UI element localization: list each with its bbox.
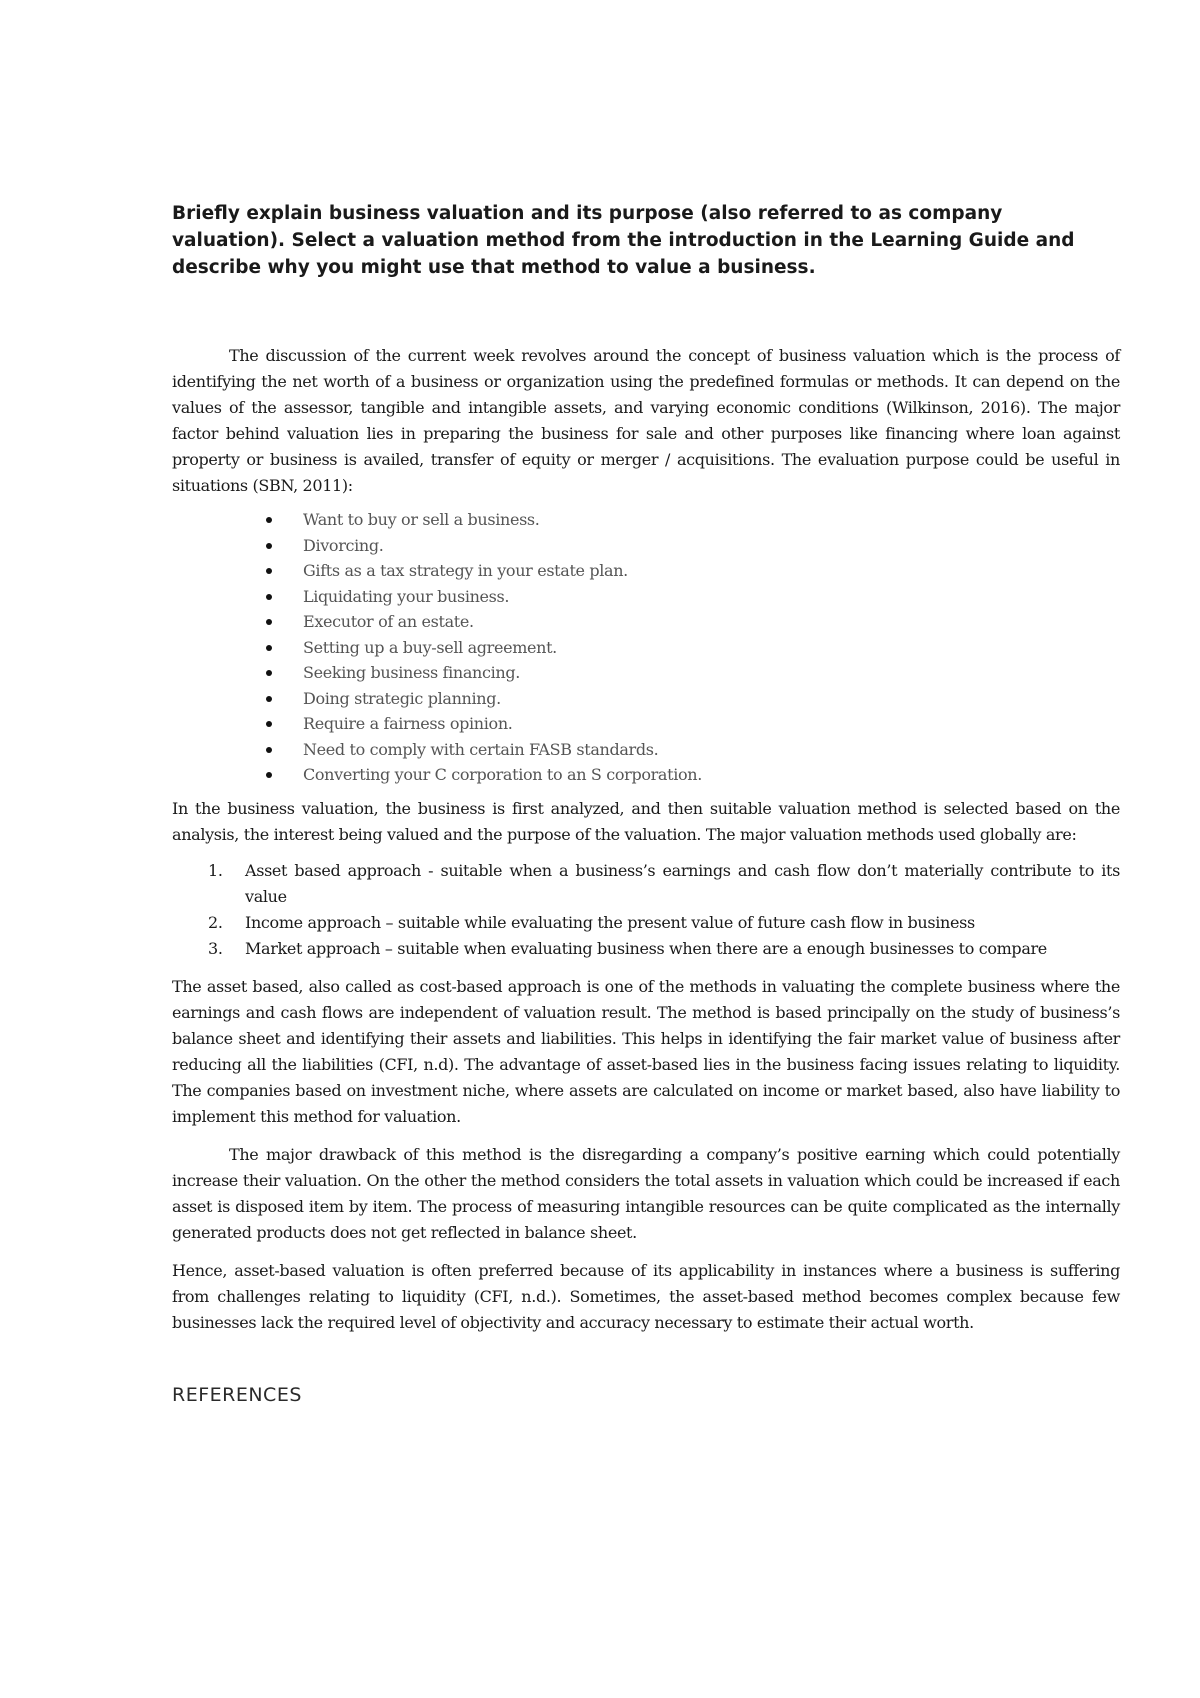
bullet-icon <box>266 747 272 753</box>
bullet-icon <box>266 543 272 549</box>
asset-based-paragraph: The asset based, also called as cost-based approach is one of the methods in valuating the complete business where the earnings and cash flows are independent of valuation result. The method is based principally on the study of business’s balance sheet and identifying their assets and liabilities. This helps in identifying the fair market value of business after reducing all the liabilities (CFI, n.d). The advantage of asset-based lies in the business facing issues relating to liquidity. The companies based on investment niche, where assets are calculated on income or market based, also have liability to implement this method for valuation. <box>172 976 1120 1126</box>
bullet-icon <box>266 568 272 574</box>
bullet-icon <box>266 619 272 625</box>
list-item: Want to buy or sell a business. <box>172 507 1120 533</box>
method-text: Asset based approach - suitable when a business’s earnings and cash flow don’t materially contribute to its value <box>245 860 1120 906</box>
method-item <box>172 858 1120 910</box>
list-item: Setting up a buy-sell agreement. <box>172 635 1120 661</box>
method-number: 1. <box>208 860 223 880</box>
intro-paragraph: The discussion of the current week revolves around the concept of business valuation which is the process of identifying the net worth of a business or organization using the predefined formulas or methods. It can depend on the values of the assessor, tangible and intangible assets, and varying economic conditions (Wilkinson, 2016). The major factor behind valuation lies in preparing the business for sale and other purposes like financing where loan against property or business is availed, transfer of equity or merger / acquisitions. The evaluation purpose could be useful in situations (SBN, 2011): <box>172 346 1120 495</box>
document-page <box>172 200 1120 1406</box>
list-item: Executor of an estate. <box>172 609 1120 635</box>
list-item: Need to comply with certain FASB standards. <box>172 737 1120 763</box>
method-text: Income approach – suitable while evaluating the present value of future cash flow in business <box>245 912 975 932</box>
bullet-icon <box>266 517 272 523</box>
bullet-icon <box>266 645 272 651</box>
conclusion-paragraph: Hence, asset-based valuation is often preferred because of its applicability in instances where a business is suffering from challenges relating to liquidity (CFI, n.d.). Sometimes, the asset-based method becomes complex because few businesses lack the required level of objectivity and accuracy necessary to estimate their actual worth. <box>172 1260 1120 1332</box>
bullet-icon <box>266 670 272 676</box>
question-heading: Briefly explain business valuation and its purpose (also referred to as company valuation). Select a valuation method from the introduction in the Learning Guide and describe why you might use that method to value a business. <box>172 203 1075 278</box>
methods-intro-paragraph: In the business valuation, the business is first analyzed, and then suitable valuation method is selected based on the analysis, the interest being valued and the purpose of the valuation. The major valuation methods used globally are: <box>172 798 1120 844</box>
bullet-icon <box>266 721 272 727</box>
drawback-paragraph: The major drawback of this method is the disregarding a company’s positive earning which could potentially increase their valuation. On the other the method considers the total assets in valuation which could be increased if each asset is disposed item by item. The process of measuring intangible resources can be quite complicated as the internally generated products does not get reflected in balance sheet. <box>172 1144 1120 1242</box>
references-heading: REFERENCES <box>172 1383 302 1406</box>
list-item: Require a fairness opinion. <box>172 711 1120 737</box>
bullet-icon <box>266 594 272 600</box>
list-item: Gifts as a tax strategy in your estate plan. <box>172 558 1120 584</box>
bullet-icon <box>266 696 272 702</box>
method-number: 3. <box>208 938 223 958</box>
list-item: Divorcing. <box>172 533 1120 559</box>
list-item: Doing strategic planning. <box>172 686 1120 712</box>
situations-list <box>172 507 1120 788</box>
bullet-icon <box>266 772 272 778</box>
list-item: Converting your C corporation to an S corporation. <box>172 762 1120 788</box>
method-item <box>172 910 1120 936</box>
method-number: 2. <box>208 912 223 932</box>
methods-list <box>172 858 1120 962</box>
list-item: Seeking business financing. <box>172 660 1120 686</box>
method-item <box>172 936 1120 962</box>
method-text: Market approach – suitable when evaluating business when there are a enough businesses to compare <box>245 938 1047 958</box>
list-item: Liquidating your business. <box>172 584 1120 610</box>
